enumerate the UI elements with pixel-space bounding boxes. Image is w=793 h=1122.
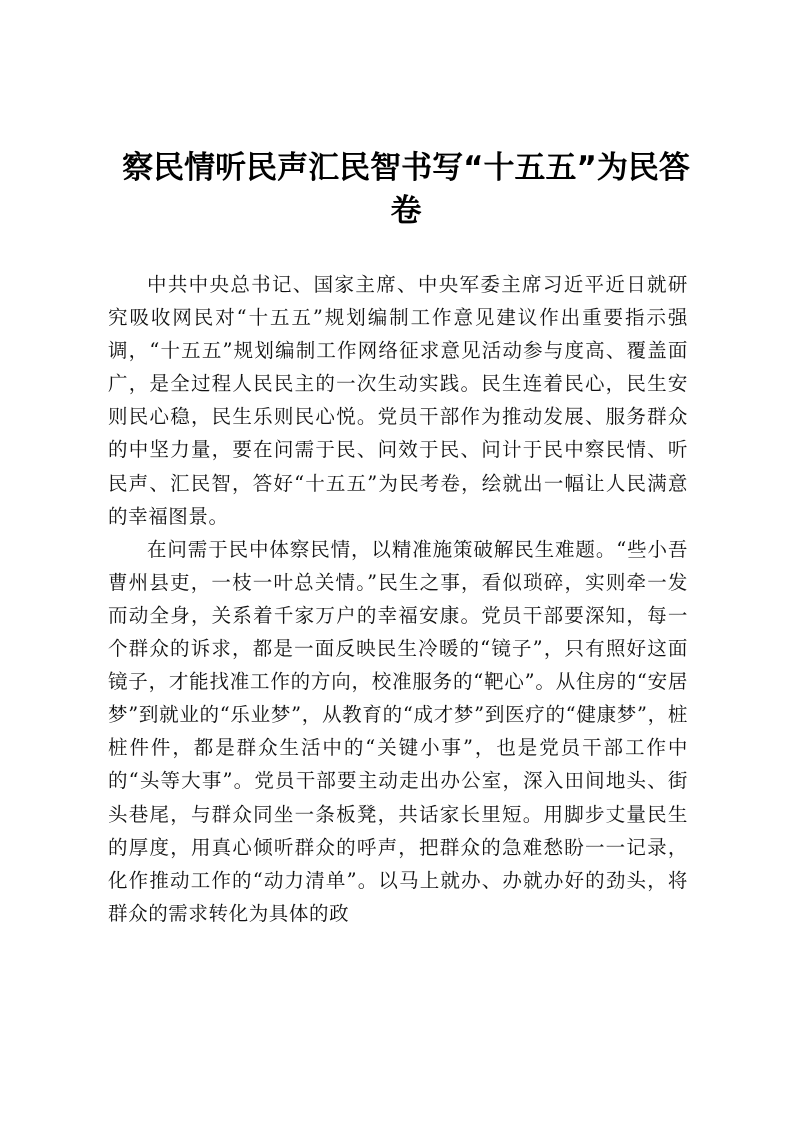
document-body (108, 268, 688, 930)
paragraph-2: 在问需于民中体察民情，以精准施策破解民生难题。“些小吾曹州县吏，一枝一叶总关情。”民生之事，看似琐碎，实则牵一发而动全身，关系着千家万户的幸福安康。党员干部要深知，每一个群众的诉求，都是一面反映民生冷暖的“镜子”，只有照好这面镜子，才能找准工作的方向，校准服务的“靶心”。从住房的“安居梦”到就业的“乐业梦”，从教育的“成才梦”到医疗的“健康梦”，桩桩件件，都是群众生活中的“关键小事”，也是党员干部工作中的“头等大事”。党员干部要主动走出办公室，深入田间地头、街头巷尾，与群众同坐一条板凳，共话家长里短。用脚步丈量民生的厚度，用真心倾听群众的呼声，把群众的急难愁盼一一记录，化作推动工作的“动力清单”。以马上就办、办就办好的劲头，将群众的需求转化为具体的政 (108, 537, 688, 925)
paragraph-1: 中共中央总书记、国家主席、中央军委主席习近平近日就研究吸收网民对“十五五”规划编制工作意见建议作出重要指示强调，“十五五”规划编制工作网络征求意见活动参与度高、覆盖面广，是全过程人民民主的一次生动实践。民生连着民心，民生安则民心稳，民生乐则民心悦。党员干部作为推动发展、服务群众的中坚力量，要在问需于民、问效于民、问计于民中察民情、听民声、汇民智，答好“十五五”为民考卷，绘就出一幅让人民满意的幸福图景。 (108, 273, 688, 528)
document-title: 察民情听民声汇民智书写“十五五”为民答卷 (122, 150, 690, 229)
